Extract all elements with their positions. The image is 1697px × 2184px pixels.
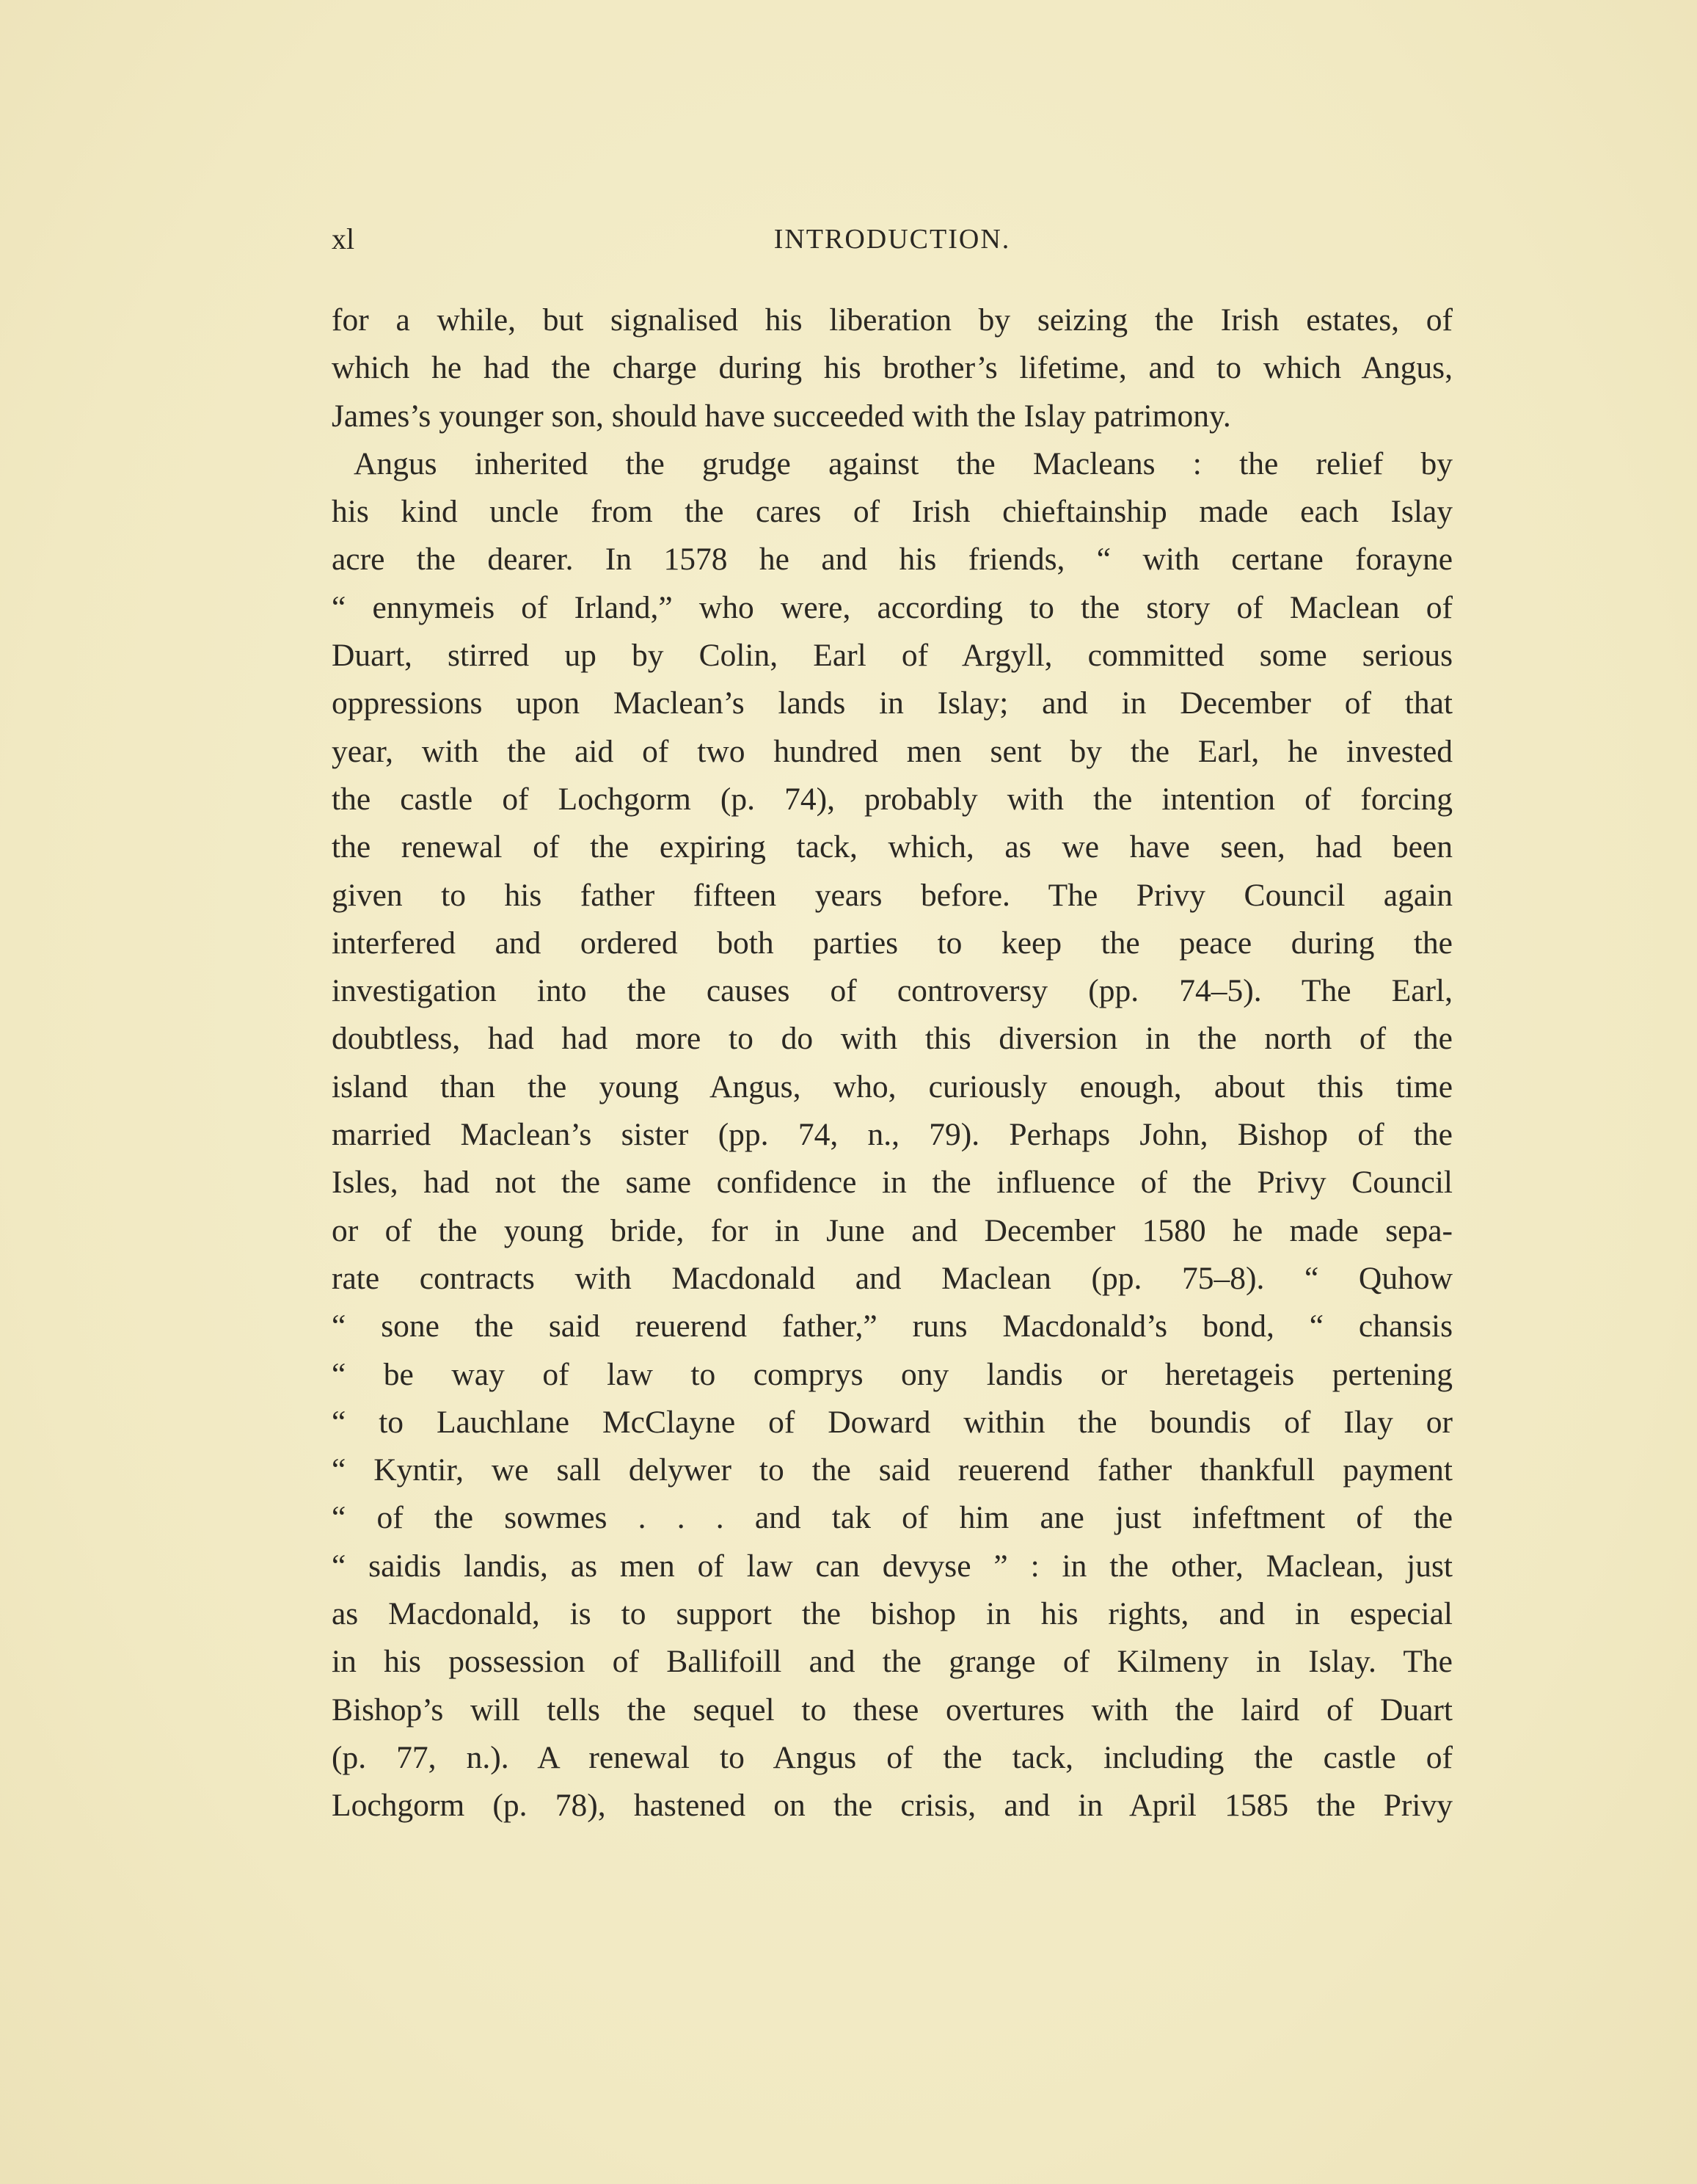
body-text [332,296,1453,1830]
text-line: as Macdonald, is to support the bishop in his rights, and in especial [332,1596,1453,1632]
text-line: Angus inherited the grudge against the Macleans : the relief by [354,445,1453,481]
text-line: “ saidis landis, as men of law can devyse ” : in the other, Maclean, just [332,1548,1453,1584]
text-line: James’s younger son, should have succeeded with the Islay patrimony. [332,398,1231,434]
text-line: given to his father fifteen years before. The Privy Council again [332,877,1453,913]
text-line: Isles, had not the same confidence in the influence of the Privy Council [332,1165,1453,1201]
text-line: “ to Lauchlane McClayne of Doward within the boundis of Ilay or [332,1404,1453,1440]
text-line: acre the dearer. In 1578 he and his friends, “ with certane forayne [332,542,1453,578]
text-line: the renewal of the expiring tack, which, as we have seen, had been [332,829,1453,865]
text-line: island than the young Angus, who, curiously enough, about this time [332,1069,1453,1104]
text-line: doubtless, had had more to do with this diversion in the north of the [332,1021,1453,1057]
text-line: “ be way of law to comprys ony landis or heretageis pertening [332,1356,1453,1392]
text-line: or of the young bride, for in June and December 1580 he made sepa- [332,1212,1453,1248]
text-line: Bishop’s will tells the sequel to these overtures with the laird of Duart [332,1692,1453,1728]
text-line: which he had the charge during his brother’s lifetime, and to which Angus, [332,350,1453,386]
running-title: INTRODUCTION. [773,224,1011,255]
text-line: oppressions upon Maclean’s lands in Islay; and in December of that [332,685,1453,721]
text-line: rate contracts with Macdonald and Maclean (pp. 75–8). “ Quhow [332,1260,1453,1296]
page-number: xl [332,222,355,255]
text-line: his kind uncle from the cares of Irish chieftainship made each Islay [332,494,1453,530]
text-line: (p. 77, n.). A renewal to Angus of the tack, including the castle of [332,1739,1453,1775]
text-line: interfered and ordered both parties to keep the peace during the [332,925,1453,961]
text-line: year, with the aid of two hundred men sent by the Earl, he invested [332,733,1453,769]
text-line: for a while, but signalised his liberation by seizing the Irish estates, of [332,302,1453,338]
text-line: Duart, stirred up by Colin, Earl of Argyll, committed some serious [332,638,1453,674]
text-line: married Maclean’s sister (pp. 74, n., 79). Perhaps John, Bishop of the [332,1117,1453,1153]
text-line: the castle of Lochgorm (p. 74), probably with the intention of forcing [332,781,1453,817]
text-line: Lochgorm (p. 78), hastened on the crisis, and in April 1585 the Privy [332,1788,1453,1824]
text-line: “ sone the said reuerend father,” runs Macdonald’s bond, “ chansis [332,1308,1453,1344]
text-line: investigation into the causes of controversy (pp. 74–5). The Earl, [332,973,1453,1009]
text-line: in his possession of Ballifoill and the grange of Kilmeny in Islay. The [332,1644,1453,1680]
running-head [332,219,1453,263]
text-line: “ ennymeis of Irland,” who were, according to the story of Maclean of [332,589,1453,625]
text-line: “ Kyntir, we sall delywer to the said reuerend father thankfull payment [332,1452,1453,1488]
text-line: “ of the sowmes . . . and tak of him ane just infeftment of the [332,1500,1453,1536]
